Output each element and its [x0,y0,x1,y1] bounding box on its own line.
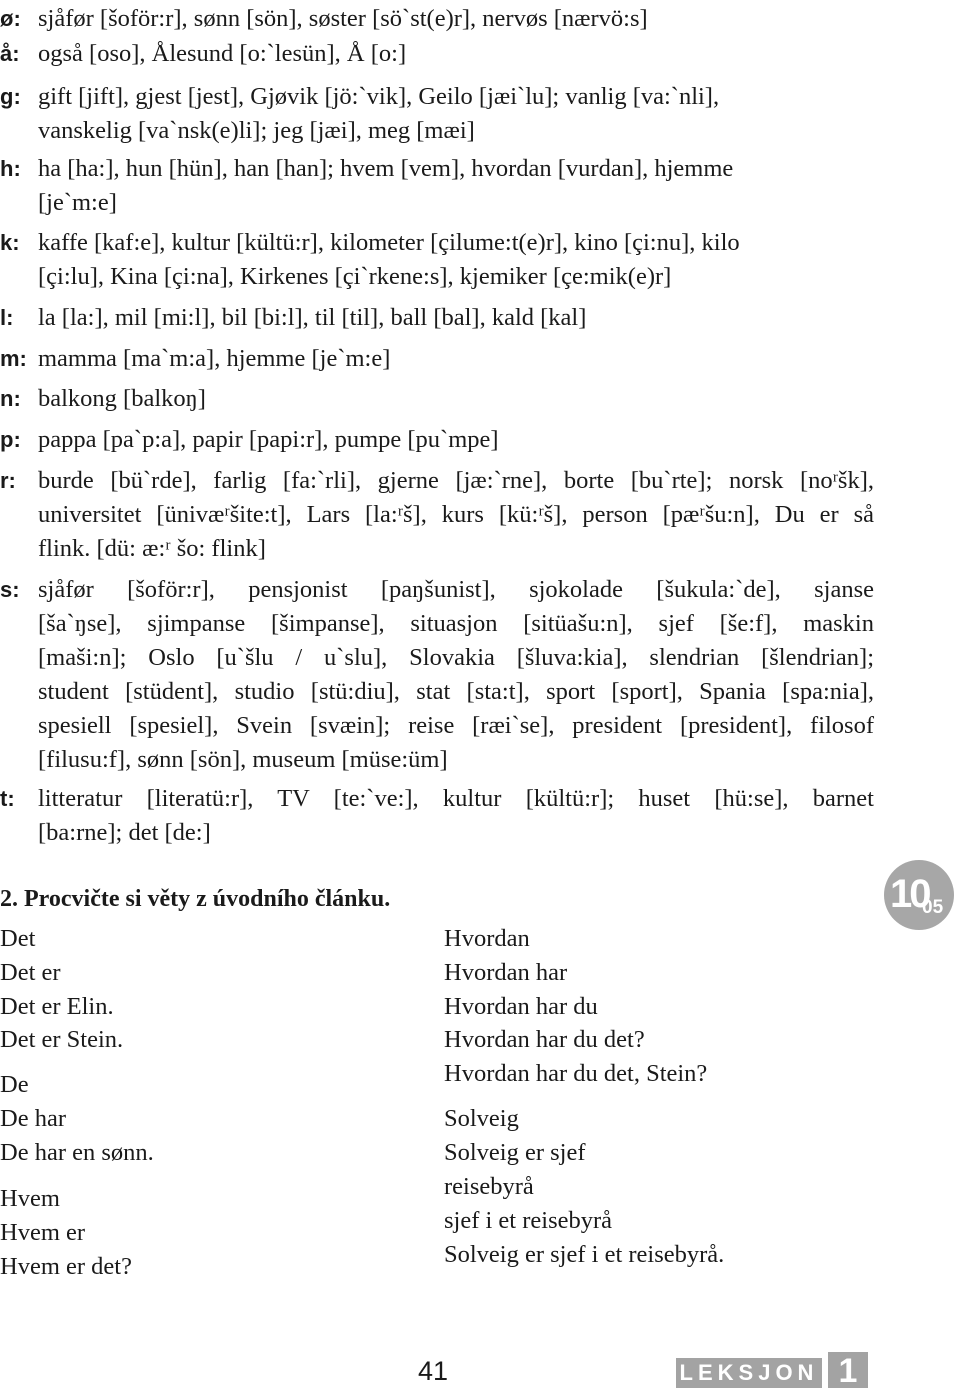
entry-line: pappa [pa`p:a], papir [papi:r], pumpe [pu`mpe] [38,426,499,453]
entry-line: spesiell [spesiel], Svein [svæin]; reise [ræi`se], president [president], filosof [38,712,874,739]
sentence-line: Det er Stein. [0,1026,124,1053]
entry-key: ø: [0,6,21,31]
lesson-label: LEKSJON [676,1358,822,1388]
page-number: 41 [418,1356,449,1386]
sentence-line: Solveig er sjef i et reisebyrå. [444,1241,725,1268]
entry-key: r: [0,468,16,493]
entry-key: l: [0,305,14,330]
entry-line: kaffe [kaf:e], kultur [kültü:r], kilometer [çilume:t(e)r], kino [çi:nu], kilo [38,229,740,256]
sentence-line: Hvordan har du det? [444,1026,645,1053]
entry-key: h: [0,156,21,181]
entry-line: balkong [balkoŋ] [38,385,206,412]
sentence-line: De har en sønn. [0,1139,154,1166]
track-number: 10 [890,872,929,916]
entry-key: m: [0,346,27,371]
sentence-line: De [0,1071,29,1098]
entry-line: [filusu:f], sønn [sön], museum [müse:üm] [38,746,448,773]
entry-line: flink. [dü: æ:ʳ šo: flink] [38,535,266,562]
entry-line: mamma [ma`m:a], hjemme [je`m:e] [38,345,391,372]
entry-line: sjåfør [šoför:r], pensjonist [paŋšunist], sjokolade [šukula:`de], sjanse [38,576,874,603]
entry-line: sjåfør [šoför:r], sønn [sön], søster [sö`st(e)r], nervøs [nærvö:s] [38,5,648,32]
sentence-line: sjef i et reisebyrå [444,1207,613,1234]
entry-line: [çi:lu], Kina [çi:na], Kirkenes [çi`rkene:s], kjemiker [çe:mik(e)r] [38,263,672,290]
sentence-line: Hvordan [444,925,530,952]
sentence-line: Hvem [0,1185,60,1212]
sentence-line: reisebyrå [444,1173,534,1200]
sentence-line: Hvem er [0,1219,86,1246]
entry-key: å: [0,41,20,66]
sentence-line: Det er [0,959,61,986]
entry-line: burde [bü`rde], farlig [fa:`rli], gjerne [jæ:`rne], borte [bu`rte]; norsk [noʳšk], [38,467,874,494]
entry-line: [ba:rne]; det [de:] [38,819,211,846]
entry-line: [maši:n]; Oslo [u`šlu / u`slu], Slovakia [šluva:kia], slendrian [šlendrian]; [38,644,874,671]
entry-key: k: [0,230,20,255]
sentence-line: Hvem er det? [0,1253,132,1280]
entry-line: også [oso], Ålesund [o:`lesün], Å [o:] [38,40,407,67]
track-subnumber: 05 [922,897,944,918]
entry-key: t: [0,786,15,811]
exercise-title: 2. Procvičte si věty z úvodního článku. [0,886,391,912]
sentence-line: Hvordan har du det, Stein? [444,1060,708,1087]
entry-key: p: [0,427,21,452]
audio-track-badge [884,860,960,936]
sentence-line: De har [0,1105,66,1132]
entry-line: litteratur [literatü:r], TV [te:`ve:], kultur [kültü:r]; huset [hü:se], barnet [38,785,874,812]
entry-line: [ša`ŋse], sjimpanse [šimpanse], situasjon [sitüašu:n], sjef [še:f], maskin [38,610,874,637]
sentence-line: Solveig er sjef [444,1139,586,1166]
entry-key: g: [0,84,21,109]
sentence-line: Det [0,925,36,952]
sentence-line: Hvordan har du [444,993,598,1020]
entry-line: gift [jift], gjest [jest], Gjøvik [jö:`vik], Geilo [jæi`lu]; vanlig [va:`nli], [38,83,720,110]
lesson-number: 1 [828,1352,868,1388]
entry-line: vanskelig [va`nsk(e)li]; jeg [jæi], meg [mæi] [38,117,475,144]
entry-line: student [stüdent], studio [stü:diu], stat [sta:t], sport [sport], Spania [spa:nia], [38,678,874,705]
sentence-line: Solveig [444,1105,519,1132]
entry-line: universitet [ünivæʳšite:t], Lars [la:ʳš], kurs [kü:ʳš], person [pæʳšu:n], Du er så [38,501,874,528]
entry-line: la [la:], mil [mi:l], bil [bi:l], til [til], ball [bal], kald [kal] [38,304,587,331]
entry-key: n: [0,386,21,411]
entry-line: ha [ha:], hun [hün], han [han]; hvem [vem], hvordan [vurdan], hjemme [38,155,734,182]
entry-line: [je`m:e] [38,189,117,216]
entry-key: s: [0,577,20,602]
sentence-line: Hvordan har [444,959,568,986]
sentence-line: Det er Elin. [0,993,114,1020]
